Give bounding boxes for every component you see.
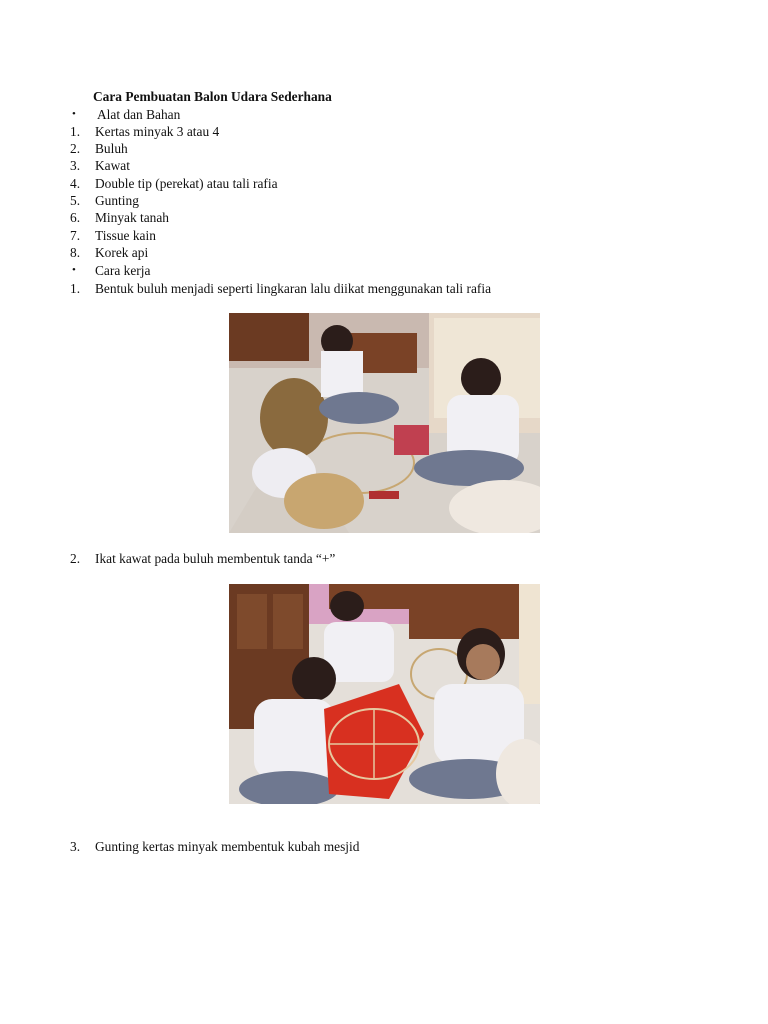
step-text: Ikat kawat pada buluh membentuk tanda “+” — [95, 551, 336, 566]
list-item-number: 5. — [70, 193, 81, 208]
list-item-text: Gunting — [95, 193, 139, 208]
materials-heading: Alat dan Bahan — [97, 107, 181, 122]
list-item-number: 7. — [70, 228, 81, 243]
list-item-text: Buluh — [95, 141, 128, 156]
list-item-text: Minyak tanah — [95, 210, 170, 225]
list-item-text: Kawat — [95, 158, 130, 173]
steps-heading: Cara kerja — [95, 263, 151, 278]
step-text: Gunting kertas minyak membentuk kubah mesjid — [95, 839, 360, 854]
list-item-number: 4. — [70, 176, 81, 191]
step-2-photo-image — [229, 584, 540, 804]
step-2-photo — [229, 584, 540, 804]
list-item-number: 3. — [70, 158, 81, 173]
bullet-icon: • — [72, 264, 76, 276]
list-item-text: Kertas minyak 3 atau 4 — [95, 124, 220, 139]
list-item-text: Double tip (perekat) atau tali rafia — [95, 176, 278, 191]
step-text: Bentuk buluh menjadi seperti lingkaran lalu diikat menggunakan tali rafia — [95, 281, 492, 296]
list-item-text: Korek api — [95, 245, 149, 260]
list-item-number: 2. — [70, 141, 81, 156]
list-item-text: Tissue kain — [95, 228, 156, 243]
step-number: 2. — [70, 551, 81, 566]
list-item-number: 1. — [70, 124, 81, 139]
step-number: 1. — [70, 281, 81, 296]
step-1-photo — [229, 313, 540, 533]
step-1-photo-image — [229, 313, 540, 533]
bullet-icon: • — [72, 108, 76, 120]
list-item-number: 8. — [70, 245, 81, 260]
step-number: 3. — [70, 839, 81, 854]
document-title: Cara Pembuatan Balon Udara Sederhana — [93, 89, 332, 104]
list-item-number: 6. — [70, 210, 81, 225]
